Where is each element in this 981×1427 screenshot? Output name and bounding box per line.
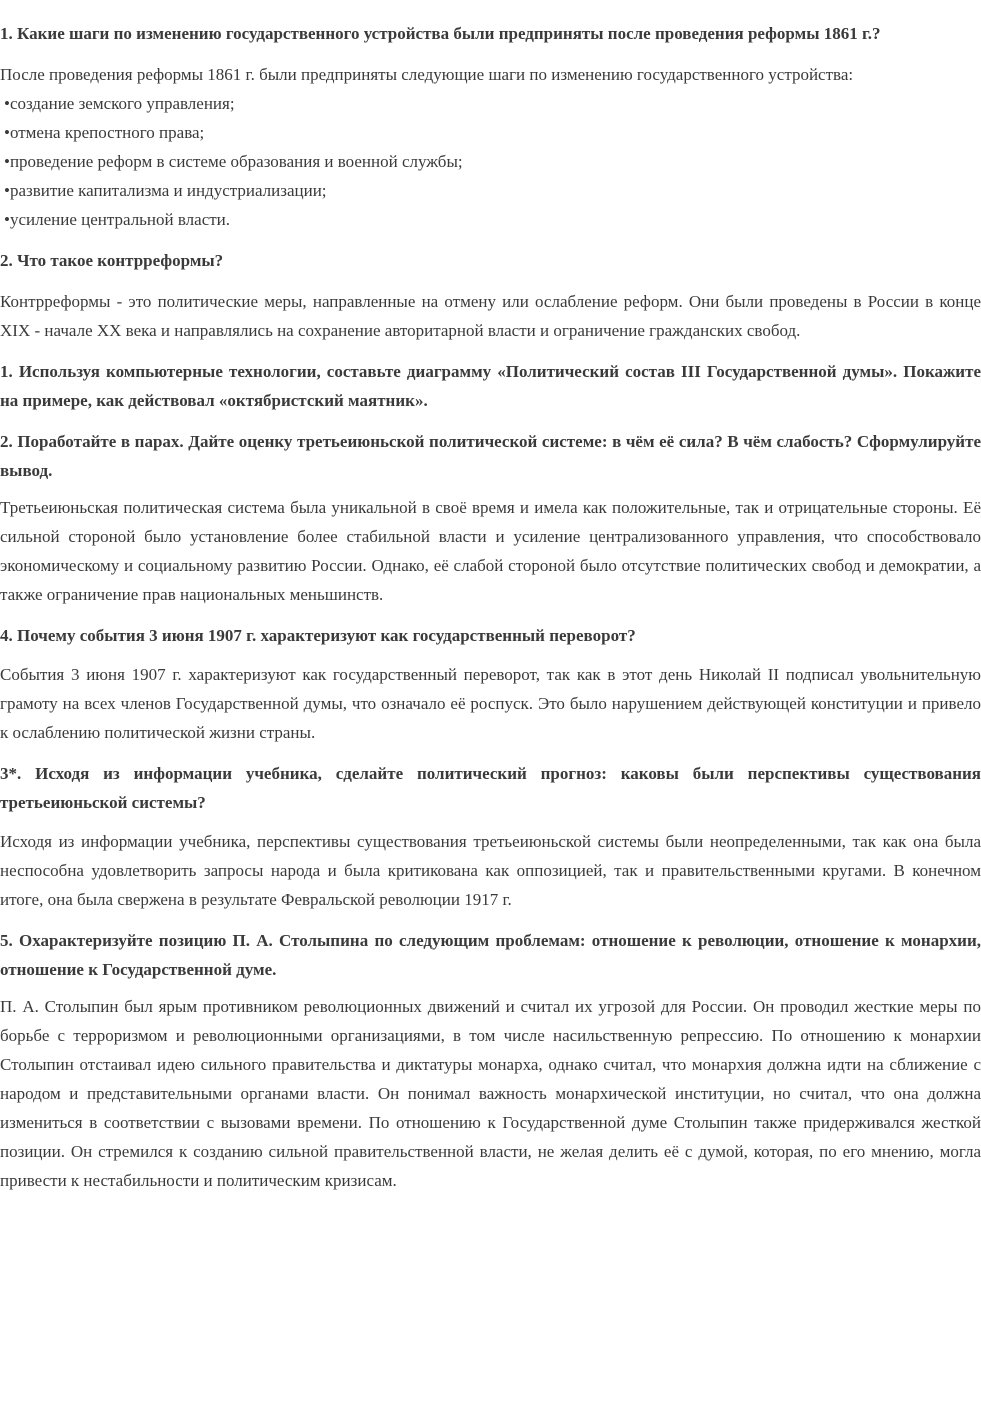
list-item: • усиление центральной власти. bbox=[0, 205, 981, 234]
steps-list bbox=[0, 89, 981, 234]
answer-text: Исходя из информации учебника, перспективы существования третьеиюньской системы были неопределенными, так как она была неспособна удовлетворить запросы народа и была критикована как оппозицией, так и правительственными кругами. В конечном итоге, она была свержена в результате Февральской революции 1917 г. bbox=[0, 832, 981, 909]
question-heading: 3*. Исходя из информации учебника, сделайте политический прогноз: каковы были перспективы существования третьеиюньской системы? bbox=[0, 764, 981, 812]
question-heading: 4. Почему события 3 июня 1907 г. характеризуют как государственный переворот? bbox=[0, 626, 636, 645]
section-5 bbox=[0, 621, 981, 747]
answer-text: Третьеиюньская политическая система была уникальной в своё время и имела как положительные, так и отрицательные стороны. Её сильной стороной было установление более стабильной власти и усиление централизованного управления, что способствовало экономическому и социальному развитию России. Однако, её слабой стороной было отсутствие политических свобод и демократии, а также ограничение прав национальных меньшинств. bbox=[0, 498, 981, 604]
list-item: • развитие капитализма и индустриализации; bbox=[0, 176, 981, 205]
list-item: • проведение реформ в системе образования и военной службы; bbox=[0, 147, 981, 176]
answer-text: Контрреформы - это политические меры, направленные на отмену или ослабление реформ. Они были проведены в России в конце XIX - начале XX века и направлялись на сохранение авторитарной власти и ограничение гражданских свобод. bbox=[0, 292, 981, 340]
section-3 bbox=[0, 357, 981, 415]
answer-text: П. А. Столыпин был ярым противником революционных движений и считал их угрозой для России. Он проводил жесткие меры по борьбе с терроризмом и революционными организациями, в том числе насильственную репрессию. По отношению к монархии Столыпин отстаивал идею сильного правительства и диктатуры монарха, однако считал, что монархия должна идти на сближение с народом и представительными органами власти. Он понимал важность монархической институции, но считал, что она должна измениться в соответствии с вызовами времени. По отношению к Государственной думе Столыпин также придерживался жесткой позиции. Он стремился к созданию сильной правительственной власти, не желая делить её с думой, которая, по его мнению, могла привести к нестабильности и политическим кризисам. bbox=[0, 997, 981, 1190]
section-2 bbox=[0, 246, 981, 345]
list-item: • создание земского управления; bbox=[0, 89, 981, 118]
answer-text: После проведения реформы 1861 г. были предприняты следующие шаги по изменению государственного устройства: bbox=[0, 65, 854, 84]
list-item: • отмена крепостного права; bbox=[0, 118, 981, 147]
section-4 bbox=[0, 427, 981, 609]
question-heading: 1. Используя компьютерные технологии, составьте диаграмму «Политический состав III Государственной думы». Покажите на примере, как действовал «октябристский маятник». bbox=[0, 362, 981, 410]
answer-text: События 3 июня 1907 г. характеризуют как государственный переворот, так как в этот день Николай II подписал увольнительную грамоту на всех членов Государственной думы, что означало её роспуск. Это было нарушением действующей конституции и привело к ослаблению политической жизни страны. bbox=[0, 665, 981, 742]
question-heading: 1. Какие шаги по изменению государственного устройства были предприняты после проведения реформы 1861 г.? bbox=[0, 24, 881, 43]
section-1 bbox=[0, 19, 981, 234]
section-6 bbox=[0, 759, 981, 914]
question-heading: 2. Что такое контрреформы? bbox=[0, 251, 224, 270]
question-heading: 5. Охарактеризуйте позицию П. А. Столыпина по следующим проблемам: отношение к революции, отношение к монархии, отношение к Государственной думе. bbox=[0, 931, 981, 979]
question-heading: 2. Поработайте в парах. Дайте оценку третьеиюньской политической системе: в чём её сила? В чём слабость? Сформулируйте вывод. bbox=[0, 432, 981, 480]
section-7 bbox=[0, 926, 981, 1195]
